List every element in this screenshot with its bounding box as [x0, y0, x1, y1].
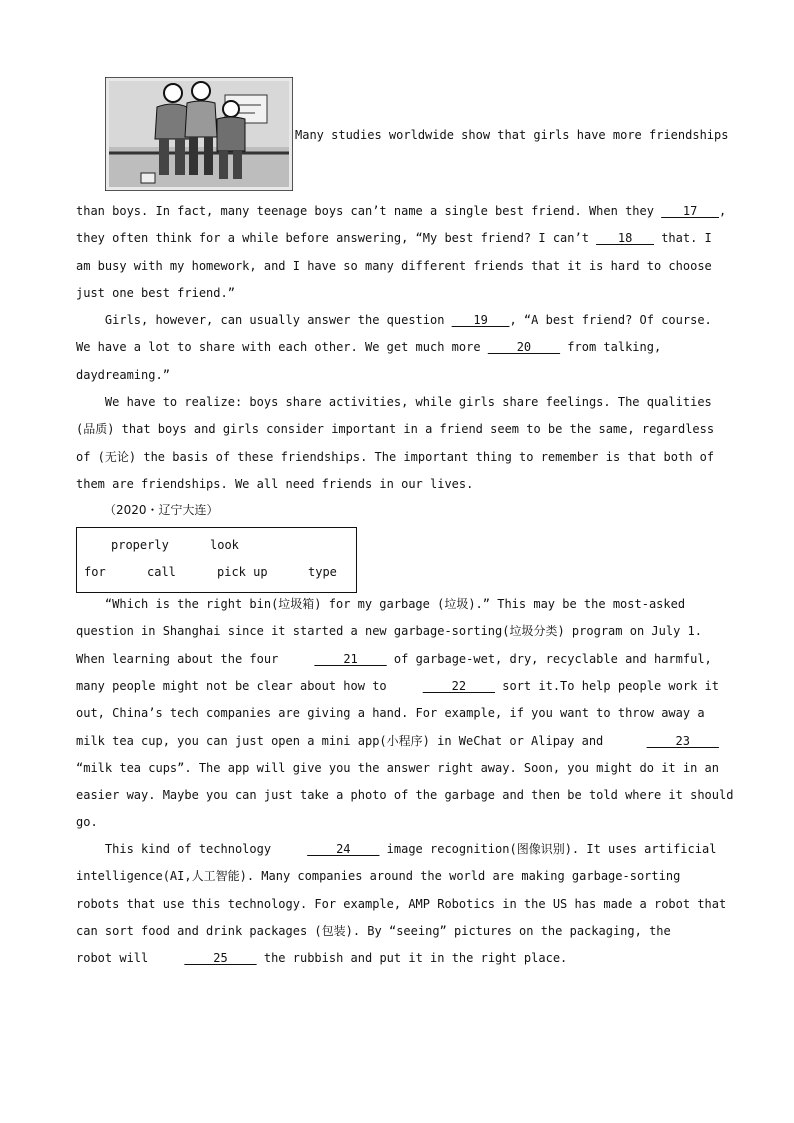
word-bank-item: properly [111, 538, 169, 552]
text-run: than boys. In fact, many teenage boys can’t name a single best friend. When they [76, 204, 662, 218]
text-run: out, China’s tech companies are giving a hand. For example, if you want to throw away a [76, 706, 705, 721]
text-run: daydreaming.” [76, 367, 170, 382]
answer-blank[interactable]: ____24____ [307, 842, 380, 856]
text-line [76, 733, 719, 749]
text-run: am busy with my homework, and I have so many different friends that it is hard to choose [76, 258, 712, 273]
answer-blank[interactable]: ___19___ [451, 313, 510, 327]
text-run: many people might not be clear about how to [76, 678, 423, 693]
text-run: the rubbish and put it in the right place. [256, 951, 568, 966]
text-run: This kind of technology [76, 842, 308, 856]
text-line [76, 367, 716, 383]
text-run: they often think for a while before answering, “My best friend? I can’t [76, 231, 597, 246]
text-run: that. I [653, 231, 712, 246]
text-run: When learning about the four [76, 651, 315, 666]
text-run: just one best friend.” [76, 285, 235, 300]
text-line [76, 923, 716, 939]
text-line [76, 230, 716, 246]
text-line [76, 814, 716, 830]
text-run: intelligence(AI,人工智能). Many companies around the world are making garbage-sorting [76, 869, 681, 884]
text-line [76, 476, 716, 492]
answer-blank[interactable]: ____20____ [487, 340, 561, 355]
word-bank-item: type [308, 565, 337, 579]
text-run: robots that use this technology. For example, AMP Robotics in the US has made a robot that [76, 896, 727, 911]
text-line [76, 651, 716, 667]
text-run: (品质) that boys and girls consider important in a friend seem to be the same, regardless [76, 422, 715, 437]
text-line [76, 896, 727, 912]
text-line [76, 623, 716, 639]
text-run: , “A best friend? Of course. [509, 313, 712, 327]
text-line [76, 203, 727, 219]
text-run: Girls, however, can usually answer the question [76, 313, 452, 327]
text-run: go. [76, 815, 98, 830]
answer-blank[interactable]: ___17___ [661, 204, 719, 218]
text-run: , [719, 204, 727, 218]
text-run: image recognition(图像识别). It uses artificial [379, 842, 717, 856]
answer-blank[interactable]: ____22____ [422, 678, 496, 693]
answer-blank[interactable]: ___18___ [596, 231, 654, 246]
text-run: We have to realize: boys share activities, while girls share feelings. The qualities [76, 395, 712, 409]
text-run: of garbage-wet, dry, recyclable and harmful, [386, 651, 712, 666]
word-bank-item: for [84, 565, 106, 579]
text-run: robot will [76, 951, 185, 966]
text-run: question in Shanghai since it started a new garbage-sorting(垃圾分类) program on July 1. [76, 624, 702, 639]
passage1-opening-line: Many studies worldwide show that girls have more friendships [295, 128, 729, 142]
text-run: “Which is the right bin(垃圾箱) for my garbage (垃圾).” This may be the most-asked [76, 597, 686, 611]
answer-blank[interactable]: ____25____ [184, 951, 257, 966]
source-label: （2020・辽宁大连） [104, 503, 219, 517]
text-line [76, 787, 734, 803]
three-teens-sketch-image [105, 77, 293, 191]
text-line [76, 705, 716, 721]
word-bank-item: look [210, 538, 239, 552]
text-line [76, 339, 716, 355]
text-run: sort it.To help people work it [495, 678, 719, 693]
answer-blank[interactable]: ____23____ [646, 733, 719, 748]
text-run: easier way. Maybe you can just take a photo of the garbage and then be told where it should [76, 788, 734, 803]
text-run: can sort food and drink packages (包装). By “seeing” pictures on the packaging, the [76, 923, 671, 938]
text-line [76, 596, 716, 612]
text-line [76, 258, 716, 274]
text-line [76, 868, 716, 884]
word-bank-item: call [147, 565, 176, 579]
word-bank-item: pick up [217, 565, 268, 579]
text-run: “milk tea cups”. The app will give you the answer right away. Soon, you might do it in an [76, 760, 719, 775]
text-run: We have a lot to share with each other. We get much more [76, 340, 488, 355]
text-line [76, 760, 719, 776]
text-line [76, 285, 716, 301]
text-line [76, 312, 716, 328]
text-run: from talking, [560, 340, 662, 355]
text-line [76, 421, 716, 437]
text-line [76, 950, 716, 966]
answer-blank[interactable]: ____21____ [314, 651, 387, 666]
text-line [76, 394, 716, 410]
text-line [76, 841, 716, 857]
text-line [76, 449, 716, 465]
word-bank-box [76, 527, 357, 593]
text-run: milk tea cup, you can just open a mini app(小程序) in WeChat or Alipay and [76, 733, 647, 748]
text-run: of (无论) the basis of these friendships. The important thing to remember is that both of [76, 449, 715, 464]
text-run: them are friendships. We all need friends in our lives. [76, 476, 474, 491]
text-line [76, 678, 719, 694]
